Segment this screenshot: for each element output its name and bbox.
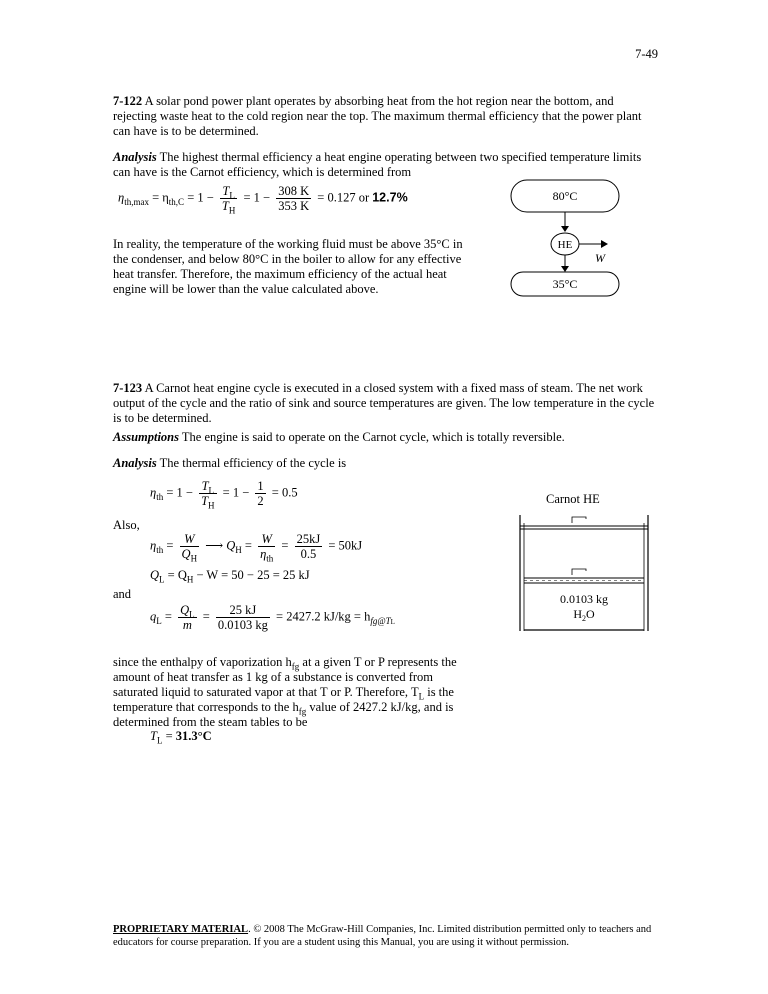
subscript: th,C: [168, 196, 185, 207]
denominator: 0.0103 kg: [217, 618, 268, 632]
analysis-label: Analysis: [113, 456, 157, 470]
text: since the enthalpy of vaporization h: [113, 655, 292, 669]
work-arrowhead: [601, 240, 608, 248]
text: value of 2427.2 kJ/kg, and is determined from the steam tables to be: [113, 700, 454, 729]
numerator: 25kJ: [296, 532, 321, 546]
eq-text: Q: [180, 603, 190, 617]
eq-text: =: [241, 538, 256, 553]
numerator: W: [258, 532, 275, 547]
fraction-values: [295, 532, 323, 561]
subscript: L: [189, 609, 195, 620]
hot-temp-label: 80°C: [552, 189, 578, 203]
eq-text: = 1 −: [184, 190, 217, 205]
page-number: 7-49: [635, 47, 658, 61]
subscript: H: [190, 553, 198, 564]
denominator: m: [182, 618, 192, 632]
eq-text: T: [221, 199, 229, 213]
upper-weight: [572, 517, 586, 523]
final-temperature: [150, 729, 212, 744]
denominator: 0.5: [300, 547, 317, 561]
heat-in-arrowhead: [561, 226, 569, 232]
eq-text: = 1 −: [222, 485, 253, 500]
numerator: 25 kJ: [216, 603, 270, 618]
eq-text: q: [150, 609, 157, 624]
fraction-half: [255, 479, 265, 508]
eq-text: =: [162, 729, 176, 743]
fraction-w-eta: [258, 532, 275, 564]
numerator: 1: [257, 479, 264, 493]
analysis-label: Analysis: [113, 150, 157, 164]
problem-number-123: 7-123: [113, 381, 143, 395]
text: is the temperature that corresponds to the h: [113, 685, 454, 714]
eq-text: Q: [181, 547, 191, 561]
heat-rejected-equation: [150, 568, 310, 583]
analysis-text: The highest thermal efficiency a heat engine operating between two specified temperature limits can have is the Carnot efficiency, which is determined from: [113, 150, 642, 179]
subscript: th: [156, 544, 164, 555]
fraction-tl-th: [220, 184, 237, 216]
assumptions-text: The engine is said to operate on the Carnot cycle, which is totally reversible.: [179, 430, 565, 444]
problem-122-intro: [113, 94, 658, 139]
subscript: L: [156, 735, 163, 746]
heat-engine-diagram: [505, 170, 655, 298]
carnot-efficiency-equation: [118, 184, 408, 216]
eq-text: = 50kJ: [328, 538, 363, 553]
fluid-label: $H_2O$: [573, 607, 595, 623]
piston-weight: [572, 569, 586, 575]
fraction-ql-m: [178, 603, 197, 632]
work-label: W: [595, 251, 605, 265]
subscript: th: [156, 491, 164, 502]
eq-text: − W = 50 − 25 = 25 kJ: [193, 568, 310, 582]
subscript: H: [235, 544, 242, 555]
also-label: Also,: [113, 518, 140, 532]
footer-text: . © 2008 The McGraw-Hill Companies, Inc. Limited distribution permitted only to teachers and educators for course preparation. If you are a student using this Manual, you are using it without permission.: [113, 924, 652, 948]
problem-123-analysis: [113, 456, 658, 471]
eta-symbol: η: [118, 190, 125, 205]
subscript: L: [208, 485, 215, 496]
problem-number-122: 7-122: [113, 94, 143, 108]
eq-text: T: [201, 479, 209, 493]
eq-text: = 0.5: [271, 485, 298, 500]
fraction-w-qh: [180, 532, 200, 564]
eq-text: =: [202, 609, 213, 624]
eq-text: T: [222, 184, 230, 198]
thermal-efficiency-equation: [150, 479, 298, 511]
piston-cylinder-diagram: [508, 513, 660, 631]
heat-out-arrowhead: [561, 266, 569, 272]
cold-temp-label: 35°C: [552, 277, 578, 291]
carnot-he-title: Carnot HE: [546, 492, 600, 506]
problem-123-assumptions: [113, 430, 658, 445]
subscript: H: [208, 500, 215, 511]
denominator: 353 K: [278, 199, 310, 213]
engine-label: HE: [557, 239, 573, 251]
subscript: th,max: [124, 196, 149, 207]
analysis-text: The thermal efficiency of the cycle is: [156, 456, 347, 470]
problem-123-statement: A Carnot heat engine cycle is executed in a closed system with a fixed mass of steam. The net work output of the cycle and the ratio of sink and source temperatures are given. The low temperature in the cycle is to be determined.: [113, 381, 655, 425]
heat-input-equation: [150, 532, 363, 564]
numerator: W: [180, 532, 200, 547]
eta-symbol: η: [150, 485, 157, 500]
and-label: and: [113, 587, 132, 601]
eq-text: =: [281, 538, 292, 553]
fraction-temps: [276, 184, 311, 213]
subscript: L: [229, 190, 235, 201]
fraction-values: [216, 603, 270, 632]
subscript: fg: [291, 661, 300, 672]
subscript: H: [228, 205, 236, 216]
subscript: H: [186, 574, 194, 585]
subscript: fg@T: [370, 615, 391, 626]
text: at a given T or P represents the amount of heat transfer as 1 kg of a substance is converted from saturated liquid to saturated vapor at that T or P. Therefore, T: [113, 655, 457, 699]
subscript: th: [266, 553, 274, 564]
subscript: L: [418, 691, 425, 702]
problem-123-intro: [113, 381, 658, 426]
problem-123-since: [113, 655, 481, 730]
problem-122-statement: A solar pond power plant operates by absorbing heat from the hot region near the bottom, and rejecting waste heat to the cold region near the top. The maximum thermal efficiency that the power plant can have is to be determined.: [113, 94, 642, 138]
eq-text: η: [260, 547, 267, 561]
problem-122-reality: In reality, the temperature of the working fluid must be above 35°C in the condenser, and below 80°C in the boiler to allow for any effective heat transfer. Therefore, the maximum efficiency of the actual heat engine will be lower than the value calculated above.: [113, 237, 463, 296]
fraction-tl-th: [199, 479, 216, 511]
eq-text: = 0.127 or: [317, 190, 373, 205]
numerator: 308 K: [278, 184, 310, 198]
subscript: fg: [298, 706, 307, 717]
eq-text: =: [161, 609, 176, 624]
eq-text: = 1 −: [243, 190, 274, 205]
eq-text: = 2427.2 kJ/kg = h: [276, 609, 371, 624]
eta-symbol: η: [150, 538, 157, 553]
subscript: L: [156, 615, 162, 626]
footer-label: PROPRIETARY MATERIAL: [113, 924, 249, 935]
eq-text: Q: [226, 538, 236, 553]
eq-text: Q: [150, 568, 160, 582]
arrow: ⟶: [205, 538, 227, 553]
eq-text: = 1 −: [163, 485, 197, 500]
answer-value: 31.3°C: [175, 729, 212, 743]
specific-heat-equation: [150, 603, 395, 632]
assumptions-label: Assumptions: [113, 430, 180, 444]
subscript: L: [159, 574, 165, 585]
answer-value: 12.7%: [372, 190, 408, 205]
mass-label: 0.0103 kg: [560, 592, 608, 606]
eq-text: T: [150, 729, 157, 743]
eq-text: T: [201, 494, 209, 508]
footer-notice: [113, 923, 673, 949]
eq-text: = η: [148, 190, 169, 205]
eq-text: =: [163, 538, 177, 553]
subscript: L: [390, 617, 395, 626]
denominator: 2: [257, 494, 264, 508]
eq-text: = Q: [164, 568, 187, 582]
